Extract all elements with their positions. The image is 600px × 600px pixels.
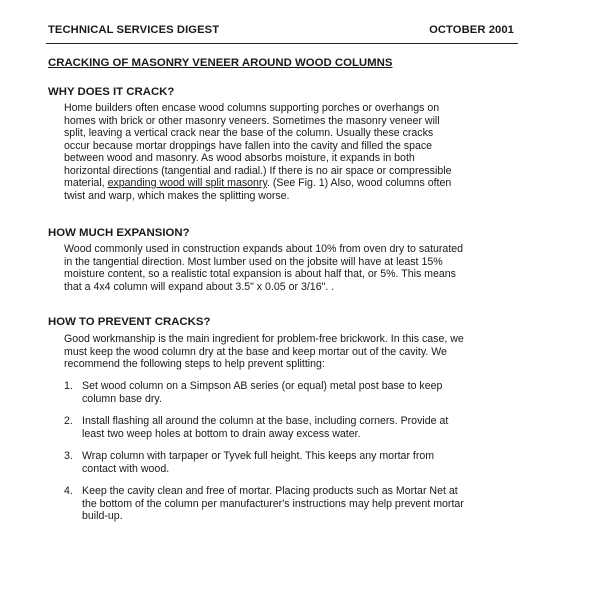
- list-text: [82, 485, 464, 523]
- text-line: between wood and masonry. As wood absorbs moisture, it expands in both: [64, 152, 415, 164]
- text-line: in the tangential direction. Most lumber used on the jobsite will have at least 15%: [64, 255, 443, 268]
- text-line: least two weep holes at bottom to drain away excess water.: [82, 427, 361, 440]
- text-line: Install flashing all around the column at the base, including corners. Provide at: [82, 415, 449, 427]
- text-line: Wood commonly used in construction expands about 10% from oven dry to saturated: [64, 243, 464, 255]
- paragraph-why: [64, 102, 526, 202]
- paragraph-prevent-intro: [64, 333, 526, 371]
- text-line: Keep the cavity clean and free of mortar. Placing products such as Mortar Net at: [82, 485, 458, 497]
- text-line: Good workmanship is the main ingredient for problem-free brickwork. In this case, we: [64, 333, 464, 345]
- publication-name: TECHNICAL SERVICES DIGEST: [48, 24, 220, 36]
- text-fragment: . (See Fig. 1) Also, wood columns often: [266, 177, 452, 189]
- article-title: CRACKING OF MASONRY VENEER AROUND WOOD COLUMNS: [48, 57, 393, 69]
- list-number: 1.: [64, 380, 73, 392]
- text-line: horizontal directions (tangential and radial.) If there is no air space or compressible: [64, 164, 452, 177]
- text-fragment: material,: [64, 177, 108, 189]
- text-line: recommend the following steps to help prevent splitting:: [64, 358, 325, 370]
- text-line: Wrap column with tarpaper or Tyvek full height. This keeps any mortar from: [82, 450, 435, 462]
- text-line: Set wood column on a Simpson AB series (or equal) metal post base to keep: [82, 380, 443, 392]
- text-line: [64, 177, 526, 190]
- text-line: homes with brick or other masonry veneers. Sometimes the masonry veneer will: [64, 114, 440, 127]
- text-line: that a 4x4 column will expand about 3.5" x 0.05 or 3/16". .: [64, 280, 335, 293]
- text-line: Home builders often encase wood columns supporting porches or overhangs on: [64, 102, 440, 114]
- list-text: [82, 380, 442, 405]
- section-heading-why: WHY DOES IT CRACK?: [48, 86, 175, 98]
- text-line: column base dry.: [82, 392, 162, 405]
- list-number: 3.: [64, 450, 73, 462]
- paragraph-expansion: [64, 243, 526, 293]
- section-heading-prevent: HOW TO PREVENT CRACKS?: [48, 316, 211, 328]
- text-line: occur because mortar droppings have fallen into the cavity and filled the space: [64, 139, 433, 152]
- page-header: [46, 23, 518, 44]
- text-line: build-up.: [82, 510, 123, 522]
- text-line: contact with wood.: [82, 462, 170, 475]
- list-text: [82, 450, 434, 475]
- publication-date: OCTOBER 2001: [429, 24, 514, 36]
- text-line: the bottom of the column per manufacturer's instructions may help prevent mortar: [82, 497, 464, 510]
- emphasis-underlined: expanding wood will split masonry: [107, 177, 267, 189]
- list-number: 4.: [64, 485, 73, 497]
- text-line: split, leaving a vertical crack near the base of the column. Usually these cracks: [64, 127, 434, 139]
- list-text: [82, 415, 448, 440]
- text-line: moisture content, so a realistic total expansion is about half that, or 5%. This means: [64, 268, 456, 280]
- text-line: must keep the wood column dry at the base and keep mortar out of the cavity. We: [64, 345, 447, 358]
- list-number: 2.: [64, 415, 73, 427]
- text-line: twist and warp, which makes the splitting worse.: [64, 189, 290, 202]
- section-heading-expansion: HOW MUCH EXPANSION?: [48, 227, 190, 239]
